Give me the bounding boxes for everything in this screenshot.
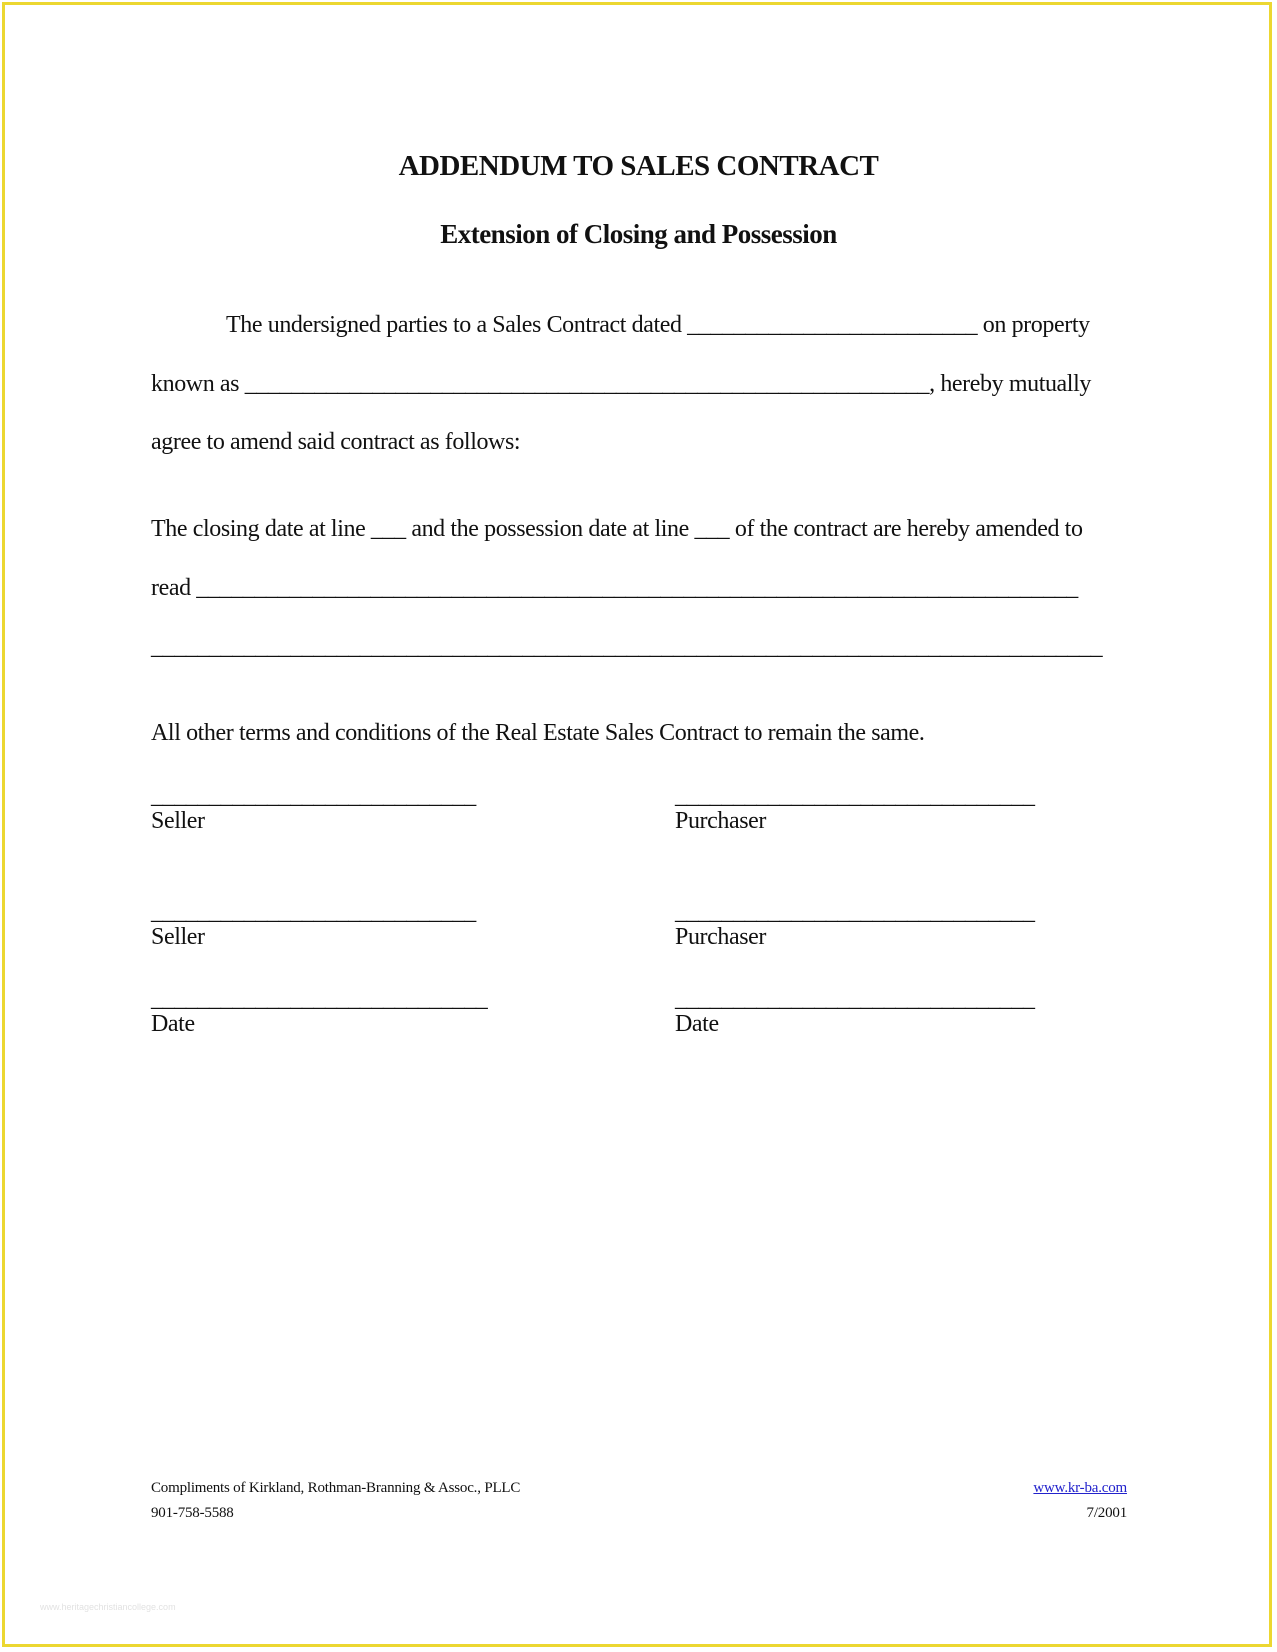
seller-signature-line-1: ____________________________ bbox=[151, 783, 476, 809]
paragraph1-line3: agree to amend said contract as follows: bbox=[151, 429, 521, 455]
paragraph1-line1: The undersigned parties to a Sales Contract dated _________________________ on property bbox=[226, 312, 1090, 338]
document-subtitle: Extension of Closing and Possession bbox=[440, 219, 837, 249]
watermark: www.heritagechristiancollege.com bbox=[40, 1602, 176, 1612]
date-label-left: Date bbox=[151, 1011, 195, 1037]
paragraph2-line2: read ____________________________________________________________________________ bbox=[151, 575, 1078, 601]
seller-signature-line-2: ____________________________ bbox=[151, 899, 476, 925]
paragraph2-line3: __________________________________________________________________________________ bbox=[151, 634, 1103, 660]
footer-website-link[interactable]: www.kr-ba.com bbox=[1033, 1480, 1127, 1496]
paragraph2-line1: The closing date at line ___ and the possession date at line ___ of the contract are hereby amended to bbox=[151, 516, 1083, 542]
seller-label-1: Seller bbox=[151, 808, 205, 834]
seller-label-2: Seller bbox=[151, 924, 205, 950]
purchaser-signature-line-1: _______________________________ bbox=[675, 783, 1035, 809]
footer-revision: 7/2001 bbox=[1086, 1505, 1127, 1521]
purchaser-label-1: Purchaser bbox=[675, 808, 767, 834]
footer-phone: 901-758-5588 bbox=[151, 1505, 234, 1521]
purchaser-signature-line-2: _______________________________ bbox=[675, 899, 1035, 925]
date-line-right: _______________________________ bbox=[675, 986, 1035, 1012]
footer-company: Compliments of Kirkland, Rothman-Branning & Assoc., PLLC bbox=[151, 1480, 521, 1496]
paragraph3: All other terms and conditions of the Real Estate Sales Contract to remain the same. bbox=[151, 720, 925, 746]
paragraph1-line2: known as ___________________________________________________________, hereby mutually bbox=[151, 371, 1091, 397]
document-title: ADDENDUM TO SALES CONTRACT bbox=[398, 150, 879, 182]
date-label-right: Date bbox=[675, 1011, 719, 1037]
date-line-left: _____________________________ bbox=[151, 986, 488, 1012]
purchaser-label-2: Purchaser bbox=[675, 924, 767, 950]
